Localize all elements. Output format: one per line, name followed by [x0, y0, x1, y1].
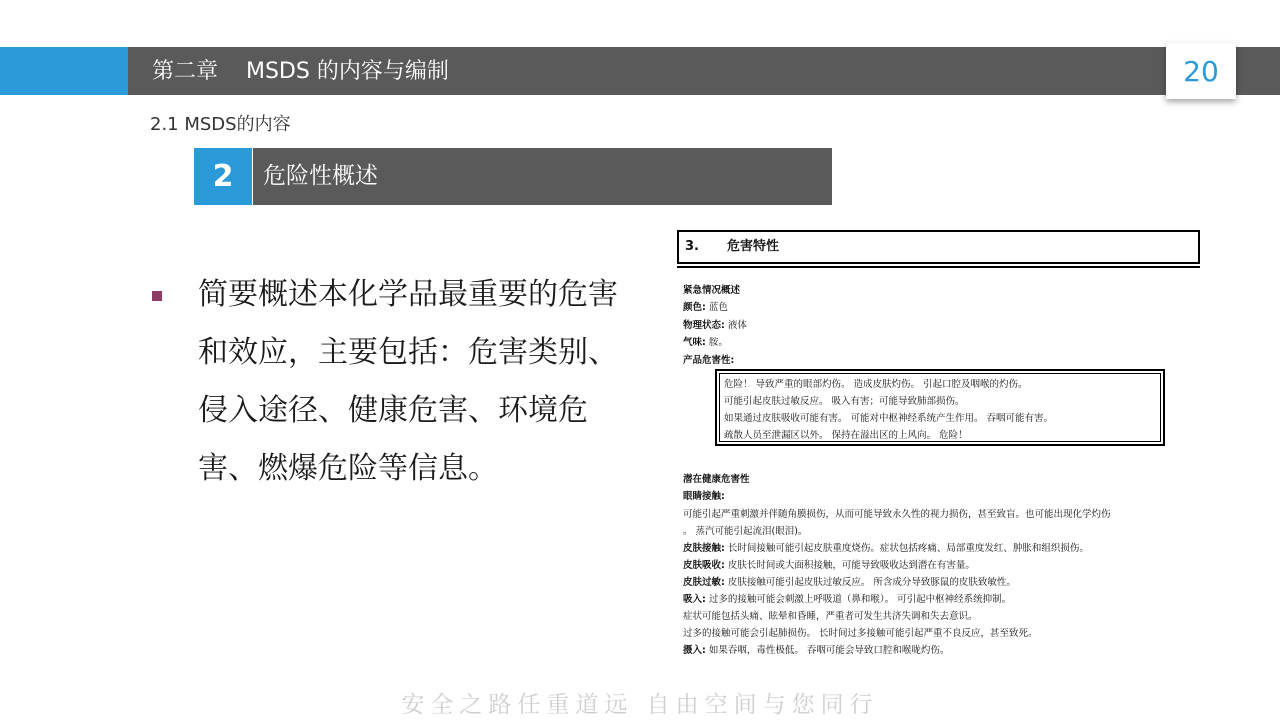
msds-skin-contact-row: [683, 540, 1089, 554]
msds-inhalation-row: [683, 591, 1011, 605]
msds-skin-absorption-label: 皮肤吸收:: [683, 560, 725, 571]
msds-eye-line: 可能引起严重刺激并伴随角膜损伤，从而可能导致永久性的视力损伤，甚至致盲。也可能出现化学灼伤: [683, 509, 1111, 520]
footer-slogan: 安全之路任重道远 自由空间与您同行: [401, 692, 879, 718]
msds-section-title: 危害特性: [726, 239, 779, 254]
msds-hazard-line: 疏散人员至泄漏区以外。 保持在溢出区的上风向。 危险！: [724, 430, 968, 441]
msds-odor-label: 气味:: [683, 337, 706, 348]
msds-color-row: [683, 299, 728, 313]
msds-color-label: 颜色:: [683, 302, 706, 313]
msds-hazard-line: 危险！ 导致严重的眼部灼伤。 造成皮肤灼伤。 引起口腔及咽喉的灼伤。: [724, 379, 1028, 390]
msds-skin-absorption-row: [683, 557, 975, 571]
msds-skin-sensitization-label: 皮肤过敏:: [683, 577, 725, 588]
msds-inhalation-label: 吸入:: [683, 594, 706, 605]
msds-state-value: 液体: [727, 320, 747, 331]
msds-odor-row: [683, 334, 728, 348]
msds-state-label: 物理状态:: [683, 320, 725, 331]
msds-eye-label: 眼睛接触:: [683, 491, 725, 502]
msds-skin-absorption-value: 皮肤长时间或大面积接触，可能导致吸收达到潜在有害量。: [727, 560, 975, 571]
heading-title: 危险性概述: [253, 148, 832, 205]
heading-number: 2: [194, 148, 252, 205]
msds-color-value: 蓝色: [708, 302, 728, 313]
msds-section-number: 3.: [685, 239, 699, 254]
msds-divider: [677, 266, 1200, 268]
msds-inhalation-value: 过多的接触可能会刺激上呼吸道（鼻和喉）。 可引起中枢神经系统抑制。: [708, 594, 1012, 605]
msds-inhalation-line: 症状可能包括头痛、眩晕和昏睡，严重者可发生共济失调和失去意识。: [683, 611, 978, 622]
msds-hazard-line: 可能引起皮肤过敏反应。 吸入有害；可能导致肺部损伤。: [724, 396, 965, 407]
msds-skin-sensitization-value: 皮肤接触可能引起皮肤过敏反应。 所含成分导致豚鼠的皮肤致敏性。: [727, 577, 1016, 588]
page-number: 20: [1166, 43, 1236, 99]
msds-excerpt-image: [672, 226, 1202, 666]
bullet-marker: [152, 291, 162, 301]
msds-state-row: [683, 317, 747, 331]
msds-hazard-label: 产品危害性:: [683, 355, 735, 366]
msds-ingestion-row: [683, 642, 949, 656]
msds-skin-contact-label: 皮肤接触:: [683, 543, 725, 554]
msds-hazard-line: 如果通过皮肤吸收可能有害。 可能对中枢神经系统产生作用。 吞咽可能有害。: [724, 413, 1054, 424]
bullet-text: 简要概述本化学品最重要的危害和效应，主要包括：危害类别、侵入途径、健康危害、环境危害、燃爆危险等信息。: [198, 277, 618, 486]
section-label: 2.1 MSDS的内容: [150, 114, 291, 135]
msds-eye-line: 。 蒸汽可能引起流泪(眼泪)。: [683, 526, 808, 537]
chapter-title: 第二章 MSDS 的内容与编制: [152, 59, 449, 84]
msds-emergency-heading: 紧急情况概述: [683, 285, 741, 296]
msds-skin-contact-value: 长时间接触可能引起皮肤重度烧伤。症状包括疼痛、局部重度发红、肿胀和组织损伤。: [727, 543, 1089, 554]
msds-section-header: [677, 230, 1200, 264]
msds-ingestion-label: 摄入:: [683, 645, 706, 656]
msds-odor-value: 胺。: [708, 337, 728, 348]
msds-inhalation-line: 过多的接触可能会引起肺损伤。 长时间过多接触可能引起严重不良反应，甚至致死。: [683, 628, 1038, 639]
msds-skin-sensitization-row: [683, 574, 1016, 588]
msds-hazard-box: [715, 369, 1165, 446]
msds-health-heading: 潜在健康危害性: [683, 474, 750, 485]
msds-ingestion-value: 如果吞咽，毒性极低。 吞咽可能会导致口腔和喉咙灼伤。: [708, 645, 950, 656]
header-accent-tab: [0, 47, 128, 95]
